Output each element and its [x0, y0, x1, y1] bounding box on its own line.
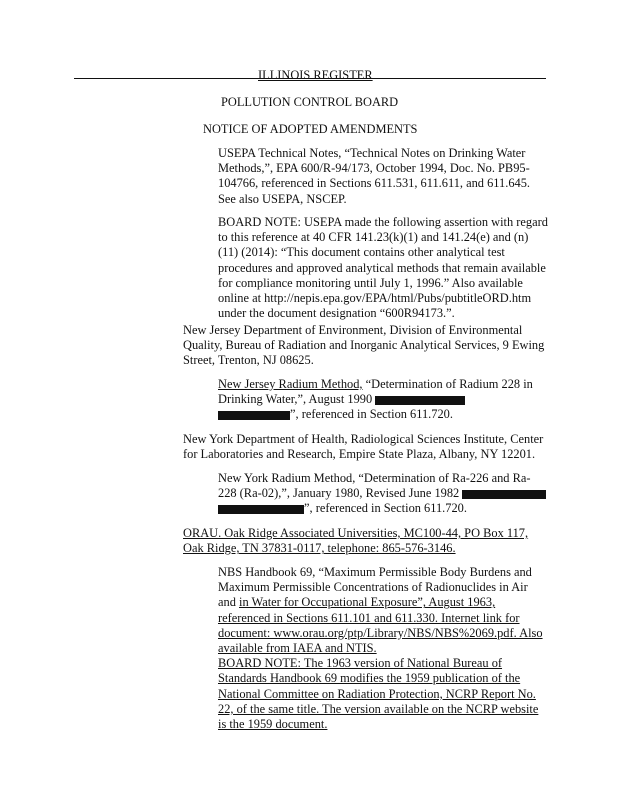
- ny-department: New York Department of Health, Radiological Sciences Institute, Center for Laboratories and Research, Empire State Plaza, Albany, NY 12201.: [183, 432, 544, 462]
- redaction-mark: [218, 411, 290, 420]
- ny-radium-method: [218, 471, 548, 517]
- usepa-technical-notes: USEPA Technical Notes, “Technical Notes on Drinking Water Methods,”, EPA 600/R-94/173, October 1994, Doc. No. PB95-104766, referenced in Sections 611.531, 611.611, and 611.645. See also USEPA, NSCEP.: [218, 146, 530, 206]
- redaction-mark: [218, 505, 304, 514]
- nbs-underlined: in Water for Occupational Exposure”, August 1963, referenced in Sections 611.101 and 611.330. Internet link for document: www.orau.org/ptp/Library/NBS/NBS%2069.pdf. Also available from IAEA and NTIS.: [218, 595, 543, 656]
- ny-method-text: New York Radium Method, “Determination of Ra-226 and Ra-228 (Ra-02),”, January 1980, Revised June 1982: [218, 471, 531, 501]
- board-title: POLLUTION CONTROL BOARD: [221, 95, 399, 109]
- redaction-mark: [375, 396, 465, 405]
- notice-title: NOTICE OF ADOPTED AMENDMENTS: [203, 122, 418, 136]
- register-title: ILLINOIS REGISTER: [258, 68, 373, 82]
- nj-method-title: New Jersey Radium Method,: [218, 377, 363, 391]
- nbs-handbook-entry: [218, 565, 548, 732]
- nj-department: New Jersey Department of Environment, Division of Environmental Quality, Bureau of Radiation and Inorganic Analytical Services, 9 Ewing Street, Trenton, NJ 08625.: [183, 323, 545, 368]
- header-rule: [74, 78, 546, 79]
- redaction-mark: [462, 490, 546, 499]
- orau-entry: ORAU. Oak Ridge Associated Universities, MC100-44, PO Box 117, Oak Ridge, TN 37831-0117, telephone: 865-576-3146.: [183, 526, 529, 556]
- usepa-board-note: BOARD NOTE: USEPA made the following assertion with regard to this reference at 40 CFR 141.23(k)(1) and 141.24(e) and (n)(11) (2014): “This document contains other analytical test procedures and approved analytical methods that remain available for compliance monitoring until July 1, 1996.” Also available online at http://nepis.epa.gov/EPA/html/Pubs/pubtitleORD.htm under the document designation “600R94173.”.: [218, 215, 548, 321]
- nbs-main: NBS Handbook 69, “Maximum Permissible Body Burdens and Maximum Permissible Concentrations of Radionuclides in Air and: [218, 565, 532, 610]
- nj-radium-method: [218, 377, 548, 423]
- nj-method-rest: “Determination of Radium 228 in Drinking Water,”, August 1990: [218, 377, 533, 407]
- ny-method-tail: ”, referenced in Section 611.720.: [304, 501, 467, 516]
- nj-method-tail: ”, referenced in Section 611.720.: [290, 407, 453, 422]
- nbs-board-note: BOARD NOTE: The 1963 version of National Bureau of Standards Handbook 69 modifies the 1959 publication of the National Committee on Radiation Protection, NCRP Report No. 22, of the same title. The version available on the NCRP website is the 1959 document.: [218, 656, 539, 732]
